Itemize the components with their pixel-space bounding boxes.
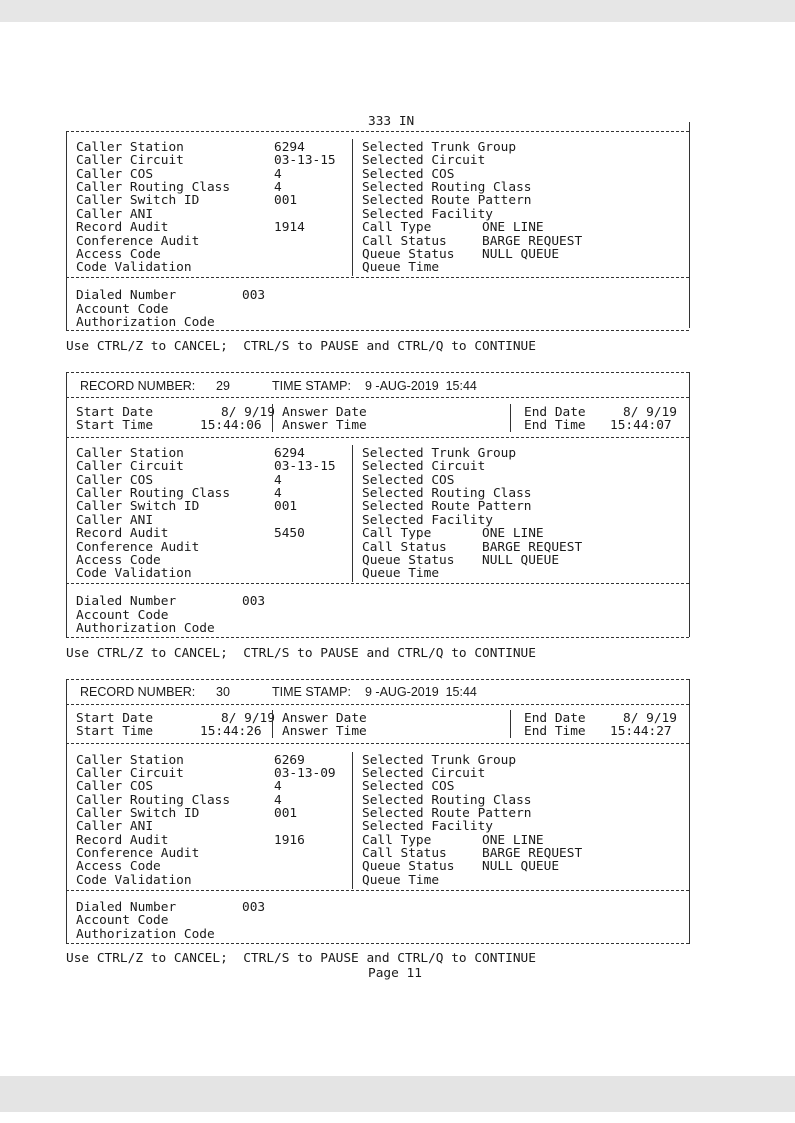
queue-status-label: Queue Status xyxy=(362,247,455,262)
call-type-label: Call Type xyxy=(362,833,432,848)
dialed-number-label: Dialed Number xyxy=(76,288,177,303)
call-type-label: Call Type xyxy=(362,220,432,235)
control-prompt: Use CTRL/Z to CANCEL; CTRL/S to PAUSE and CTRL/Q to CONTINUE xyxy=(66,339,536,354)
answer-time-label: Answer Time xyxy=(282,724,367,739)
column-divider xyxy=(352,752,353,889)
record-number-value: 29 xyxy=(216,379,230,393)
frame-right xyxy=(689,122,690,328)
column-divider xyxy=(272,404,273,432)
scan-edge-top xyxy=(0,0,795,22)
end-date-value: 8/ 9/19 xyxy=(623,711,677,726)
authorization-code-label: Authorization Code xyxy=(76,315,215,330)
caller-circuit-value: 03-13-09 xyxy=(274,766,336,781)
call-type-value: ONE LINE xyxy=(482,833,544,848)
divider xyxy=(66,743,689,744)
call-status-value: BARGE REQUEST xyxy=(482,540,583,555)
divider xyxy=(66,277,689,278)
record-audit-value: 1914 xyxy=(274,220,305,235)
divider xyxy=(66,330,689,331)
end-time-label: End Time xyxy=(524,418,586,433)
selected-facility-label: Selected Facility xyxy=(362,819,493,834)
selected-route-pattern-label: Selected Route Pattern xyxy=(362,193,532,208)
start-time-value: 15:44:06 xyxy=(200,418,262,433)
column-divider xyxy=(352,139,353,276)
answer-date-label: Answer Date xyxy=(282,405,367,420)
caller-switch-id-value: 001 xyxy=(274,806,298,821)
caller-ani-label: Caller ANI xyxy=(76,819,154,834)
call-type-value: ONE LINE xyxy=(482,220,544,235)
caller-cos-label: Caller COS xyxy=(76,473,154,488)
divider xyxy=(66,679,689,680)
caller-circuit-label: Caller Circuit xyxy=(76,766,184,781)
selected-circuit-label: Selected Circuit xyxy=(362,153,486,168)
caller-station-label: Caller Station xyxy=(76,140,184,155)
divider xyxy=(66,437,689,438)
access-code-label: Access Code xyxy=(76,553,161,568)
conference-audit-label: Conference Audit xyxy=(76,846,200,861)
column-divider xyxy=(272,710,273,738)
divider xyxy=(66,583,689,584)
caller-routing-class-value: 4 xyxy=(274,486,282,501)
end-time-value: 15:44:07 xyxy=(610,418,672,433)
caller-circuit-value: 03-13-15 xyxy=(274,153,336,168)
end-date-value: 8/ 9/19 xyxy=(623,405,677,420)
divider xyxy=(66,704,689,705)
caller-circuit-value: 03-13-15 xyxy=(274,459,336,474)
queue-time-label: Queue Time xyxy=(362,873,440,888)
end-date-label: End Date xyxy=(524,405,586,420)
queue-time-label: Queue Time xyxy=(362,260,440,275)
frame-left xyxy=(66,131,67,331)
record-number-label: RECORD NUMBER: xyxy=(80,685,196,699)
caller-switch-id-value: 001 xyxy=(274,499,298,514)
caller-routing-class-value: 4 xyxy=(274,180,282,195)
start-date-label: Start Date xyxy=(76,711,154,726)
selected-routing-class-label: Selected Routing Class xyxy=(362,793,532,808)
control-prompt: Use CTRL/Z to CANCEL; CTRL/S to PAUSE and CTRL/Q to CONTINUE xyxy=(66,646,536,661)
caller-routing-class-label: Caller Routing Class xyxy=(76,180,231,195)
dialed-number-value: 003 xyxy=(242,900,266,915)
caller-station-value: 6294 xyxy=(274,140,305,155)
divider xyxy=(66,372,689,373)
caller-station-value: 6294 xyxy=(274,446,305,461)
selected-trunk-group-label: Selected Trunk Group xyxy=(362,140,517,155)
page-number: Page 11 xyxy=(368,966,422,981)
caller-routing-class-value: 4 xyxy=(274,793,282,808)
access-code-label: Access Code xyxy=(76,859,161,874)
caller-circuit-label: Caller Circuit xyxy=(76,153,184,168)
caller-switch-id-label: Caller Switch ID xyxy=(76,193,200,208)
authorization-code-label: Authorization Code xyxy=(76,621,215,636)
caller-cos-label: Caller COS xyxy=(76,167,154,182)
record-number-value: 30 xyxy=(216,685,230,699)
queue-status-value: NULL QUEUE xyxy=(482,247,560,262)
selected-cos-label: Selected COS xyxy=(362,473,455,488)
caller-switch-id-label: Caller Switch ID xyxy=(76,499,200,514)
selected-circuit-label: Selected Circuit xyxy=(362,459,486,474)
frame-right xyxy=(689,372,690,637)
queue-status-label: Queue Status xyxy=(362,553,455,568)
column-divider xyxy=(352,445,353,582)
control-prompt: Use CTRL/Z to CANCEL; CTRL/S to PAUSE and CTRL/Q to CONTINUE xyxy=(66,951,536,966)
record-number-label: RECORD NUMBER: xyxy=(80,379,196,393)
selected-circuit-label: Selected Circuit xyxy=(362,766,486,781)
selected-facility-label: Selected Facility xyxy=(362,207,493,222)
start-date-value: 8/ 9/19 xyxy=(221,711,275,726)
caller-cos-value: 4 xyxy=(274,779,282,794)
caller-routing-class-label: Caller Routing Class xyxy=(76,486,231,501)
selected-route-pattern-label: Selected Route Pattern xyxy=(362,499,532,514)
selected-routing-class-label: Selected Routing Class xyxy=(362,180,532,195)
divider xyxy=(66,637,689,638)
divider xyxy=(66,890,689,891)
caller-switch-id-value: 001 xyxy=(274,193,298,208)
divider xyxy=(66,943,689,944)
scan-edge-bottom xyxy=(0,1076,795,1112)
end-date-label: End Date xyxy=(524,711,586,726)
dialed-number-value: 003 xyxy=(242,594,266,609)
caller-station-label: Caller Station xyxy=(76,446,184,461)
dialed-number-label: Dialed Number xyxy=(76,900,177,915)
start-date-label: Start Date xyxy=(76,405,154,420)
queue-status-value: NULL QUEUE xyxy=(482,859,560,874)
selected-route-pattern-label: Selected Route Pattern xyxy=(362,806,532,821)
account-code-label: Account Code xyxy=(76,608,169,623)
caller-station-label: Caller Station xyxy=(76,753,184,768)
record-audit-label: Record Audit xyxy=(76,220,169,235)
time-stamp-value: 9 -AUG-2019 15:44 xyxy=(365,685,477,699)
account-code-label: Account Code xyxy=(76,913,169,928)
column-divider xyxy=(510,404,511,432)
caller-cos-label: Caller COS xyxy=(76,779,154,794)
caller-cos-value: 4 xyxy=(274,473,282,488)
frame-left xyxy=(66,679,67,944)
selected-routing-class-label: Selected Routing Class xyxy=(362,486,532,501)
selected-cos-label: Selected COS xyxy=(362,167,455,182)
column-divider xyxy=(510,710,511,738)
code-validation-label: Code Validation xyxy=(76,566,192,581)
record-audit-label: Record Audit xyxy=(76,833,169,848)
caller-ani-label: Caller ANI xyxy=(76,513,154,528)
conference-audit-label: Conference Audit xyxy=(76,540,200,555)
dialed-number-label: Dialed Number xyxy=(76,594,177,609)
caller-switch-id-label: Caller Switch ID xyxy=(76,806,200,821)
record-audit-label: Record Audit xyxy=(76,526,169,541)
access-code-label: Access Code xyxy=(76,247,161,262)
selected-trunk-group-label: Selected Trunk Group xyxy=(362,446,517,461)
call-status-value: BARGE REQUEST xyxy=(482,234,583,249)
end-time-label: End Time xyxy=(524,724,586,739)
dialed-number-value: 003 xyxy=(242,288,266,303)
call-status-label: Call Status xyxy=(362,846,447,861)
frame-right xyxy=(689,679,690,944)
call-status-label: Call Status xyxy=(362,540,447,555)
end-time-value: 15:44:27 xyxy=(610,724,672,739)
account-code-label: Account Code xyxy=(76,302,169,317)
caller-routing-class-label: Caller Routing Class xyxy=(76,793,231,808)
call-type-value: ONE LINE xyxy=(482,526,544,541)
answer-time-label: Answer Time xyxy=(282,418,367,433)
code-validation-label: Code Validation xyxy=(76,873,192,888)
page-header: 333 IN xyxy=(368,114,415,129)
authorization-code-label: Authorization Code xyxy=(76,927,215,942)
time-stamp-label: TIME STAMP: xyxy=(272,685,351,699)
caller-station-value: 6269 xyxy=(274,753,305,768)
record-audit-value: 5450 xyxy=(274,526,305,541)
queue-status-value: NULL QUEUE xyxy=(482,553,560,568)
record-audit-value: 1916 xyxy=(274,833,305,848)
conference-audit-label: Conference Audit xyxy=(76,234,200,249)
queue-time-label: Queue Time xyxy=(362,566,440,581)
code-validation-label: Code Validation xyxy=(76,260,192,275)
time-stamp-label: TIME STAMP: xyxy=(272,379,351,393)
caller-cos-value: 4 xyxy=(274,167,282,182)
frame-left xyxy=(66,372,67,637)
caller-ani-label: Caller ANI xyxy=(76,207,154,222)
selected-facility-label: Selected Facility xyxy=(362,513,493,528)
caller-circuit-label: Caller Circuit xyxy=(76,459,184,474)
queue-status-label: Queue Status xyxy=(362,859,455,874)
selected-cos-label: Selected COS xyxy=(362,779,455,794)
selected-trunk-group-label: Selected Trunk Group xyxy=(362,753,517,768)
time-stamp-value: 9 -AUG-2019 15:44 xyxy=(365,379,477,393)
call-status-label: Call Status xyxy=(362,234,447,249)
call-status-value: BARGE REQUEST xyxy=(482,846,583,861)
divider xyxy=(66,397,689,398)
start-time-label: Start Time xyxy=(76,418,154,433)
divider xyxy=(66,131,689,132)
start-date-value: 8/ 9/19 xyxy=(221,405,275,420)
start-time-label: Start Time xyxy=(76,724,154,739)
answer-date-label: Answer Date xyxy=(282,711,367,726)
start-time-value: 15:44:26 xyxy=(200,724,262,739)
call-type-label: Call Type xyxy=(362,526,432,541)
